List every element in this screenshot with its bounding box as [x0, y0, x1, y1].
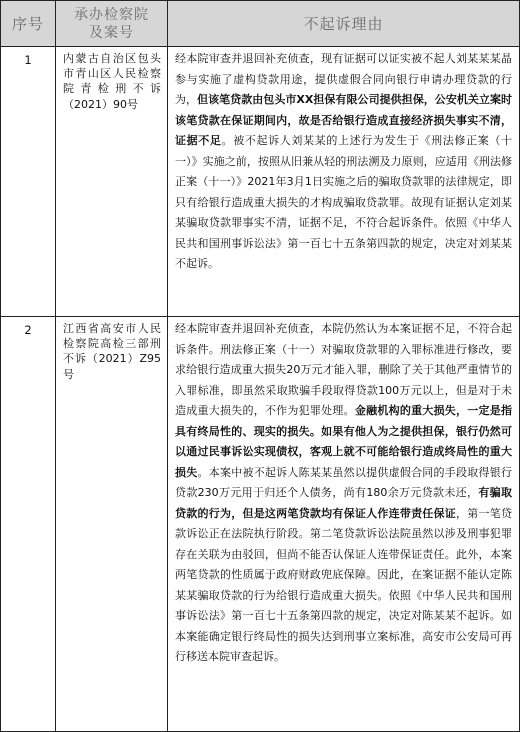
header-office-line1: 承办检察院	[74, 6, 149, 23]
header-office-line2: 及案号	[89, 24, 134, 41]
reason-text: 。被不起诉人刘某某的上述行为发生于《刑法修正案（十一）》实施之前，按照从旧兼从轻的刑法溯及力原则，应适用《刑法修正案（十一）》2021年3月1日实施之后的骗取贷款罪的法律规定，即只有给银行造成重大损失的才构成骗取贷款罪。故现有证据认定刘某某骗取贷款罪事实不清，证据不足，不符合起诉条件。依照《中华人民共和国刑事诉讼法》第一百七十五条第四款的规定，决定对刘某某不起诉。	[175, 134, 513, 270]
row-reason	[168, 317, 520, 732]
row-num: 1	[1, 47, 56, 317]
row-office: 江西省高安市人民检察院高检三部刑不诉（2021）Z95号	[56, 317, 168, 732]
header-reason: 不起诉理由	[168, 1, 520, 47]
row-office: 内蒙古自治区包头市青山区人民检察院青检刑不诉（2021）90号	[56, 47, 168, 317]
table-header-row	[1, 1, 520, 47]
reason-emphasis: 但该笔贷款由包头市XX担保有限公司提供担保，公安机关立案时该笔贷款在保证期间内，故是否给银行造成直接经济损失事实不清，证据不足	[175, 93, 512, 147]
reason-text: 。本案中被不起诉人陈某某虽然以提供虚假合同的手段取得银行贷款230万元用于归还个人债务，尚有180余万元贷款未还，	[175, 465, 512, 499]
reason-emphasis: 金融机构的重大损失，一定是指具有终局性的、现实的损失。如果有他人为之提供担保，银行仍然可以通过民事诉讼实现债权，客观上就不可能给银行造成终局性的重大损失	[175, 404, 513, 479]
row-num: 2	[1, 317, 56, 732]
reason-text: ，第一笔贷款诉讼正在法院执行阶段。第二笔贷款诉讼法院虽然以涉及刑事犯罪存在关联为由驳回，但尚不能否认保证人连带保证责任。此外，本案两笔贷款的性质属于政府财政兜底保障。因此，在案证据不能认定陈某某骗取贷款的行为给银行造成重大损失。依照《中华人民共和国刑事诉讼法》第一百七十五条第四款的规定，决定对陈某某不起诉。如本案能确定银行终局性的损失达到刑事立案标准，高安市公安局可再行移送本院审查起诉。	[175, 506, 513, 663]
reason-emphasis: 有骗取贷款的行为，但是这两笔贷款均有保证人作连带责任保证	[175, 486, 512, 520]
table-row	[1, 317, 520, 732]
header-num: 序号	[1, 1, 56, 47]
reason-text: 经本院审查并退回补充侦查，现有证据可以证实被不起人刘某某某晶参与实施了虚构贷款用途，提供虚假合同向银行申请办理贷款的行为，	[175, 52, 512, 106]
row-reason	[168, 47, 520, 317]
table-row	[1, 47, 520, 317]
header-office	[56, 1, 168, 47]
reason-text: 经本院审查并退回补充侦查，本院仍然认为本案证据不足，不符合起诉条件。刑法修正案（十一）对骗取贷款罪的入罪标准进行修改，要求给银行造成重大损失20万元才能入罪，删除了关于其他严重情节的入罪标准，即虽然采取欺骗手段取得贷款100万元以上，但是对于未造成重大损失的，不作为犯罪处理。	[175, 322, 512, 417]
